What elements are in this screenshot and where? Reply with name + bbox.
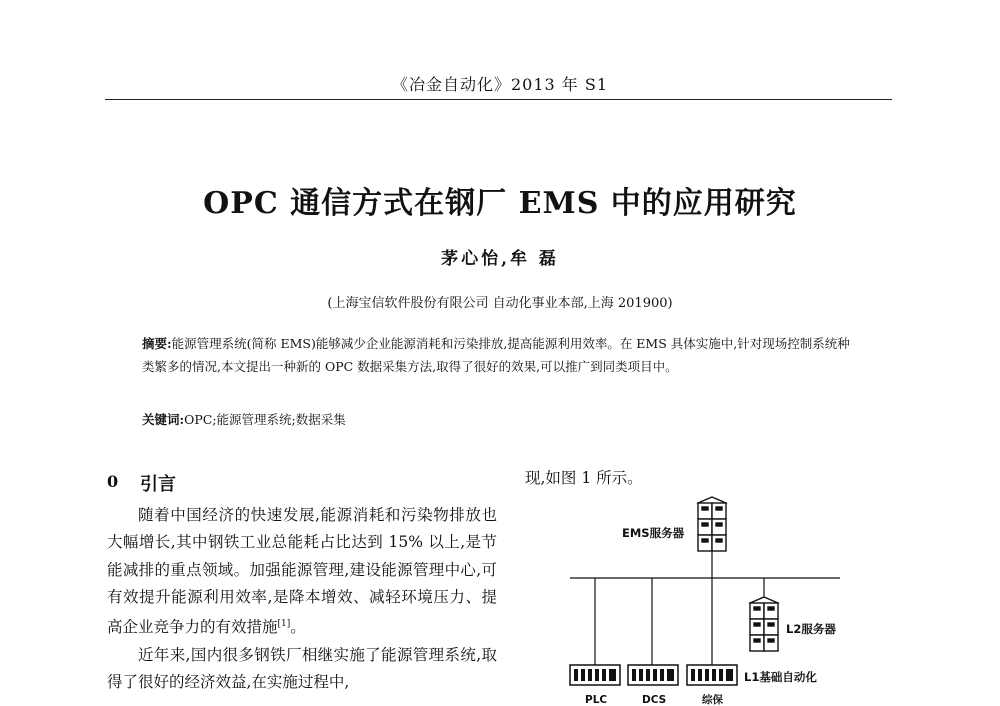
- citation: [1]: [277, 619, 291, 630]
- paragraph-2: 近年来,国内很多钢铁厂相继实施了能源管理系统,取得了很好的经济效益,在实施过程中,: [107, 645, 497, 691]
- affiliation: (上海宝信软件股份有限公司 自动化事业本部,上海 201900): [327, 296, 673, 311]
- section-number: 0: [107, 472, 119, 491]
- abstract: [142, 332, 860, 378]
- figure-1-diagram: [540, 495, 860, 706]
- keywords-text: OPC;能源管理系统;数据采集: [184, 412, 346, 427]
- abstract-text: 能源管理系统(简称 EMS)能够减少企业能源消耗和污染排放,提高能源利用效率。在 EMS 具体实施中,针对现场控制系统种类繁多的情况,本文提出一种新的 OPC 数据采集方法,取得了很好的效果,可以推广到同类项目中。: [142, 336, 850, 374]
- ems-server-label: EMS服务器: [622, 526, 685, 540]
- l2-server-icon: [750, 597, 778, 651]
- right-column-text: 现,如图 1 所示。: [525, 469, 643, 487]
- zongbao-rack-icon: [687, 665, 737, 685]
- dcs-label: DCS: [642, 694, 667, 706]
- journal-header: 《冶金自动化》2013 年 S1: [391, 75, 609, 94]
- authors: 茅心怡,牟 磊: [441, 249, 559, 269]
- keywords-label: 关键词:: [142, 412, 185, 427]
- paragraph-1-text: 随着中国经济的快速发展,能源消耗和污染物排放也大幅增长,其中钢铁工业总能耗占比达到 15% 以上,是节能减排的重点领域。加强能源管理,建设能源管理中心,可有效提升能源利用效率,是降本增效、减轻环境压力、提高企业竞争力的有效措施: [107, 506, 497, 637]
- l2-server-label: L2服务器: [786, 622, 836, 636]
- zongbao-label: 综保: [702, 694, 723, 706]
- header-rule: [105, 99, 892, 100]
- abstract-label: 摘要:: [142, 336, 172, 351]
- ems-server-icon: [698, 497, 726, 551]
- dcs-rack-icon: [628, 665, 678, 685]
- keywords: [142, 410, 860, 428]
- paragraph-1: [107, 502, 497, 642]
- left-column: [107, 502, 497, 696]
- section-title: 引言: [140, 474, 176, 495]
- l1-label: L1基础自动化: [744, 670, 817, 684]
- paragraph-1-end: 。: [290, 618, 306, 637]
- paper-title: OPC 通信方式在钢厂 EMS 中的应用研究: [203, 186, 797, 221]
- plc-label: PLC: [585, 694, 608, 706]
- plc-rack-icon: [570, 665, 620, 685]
